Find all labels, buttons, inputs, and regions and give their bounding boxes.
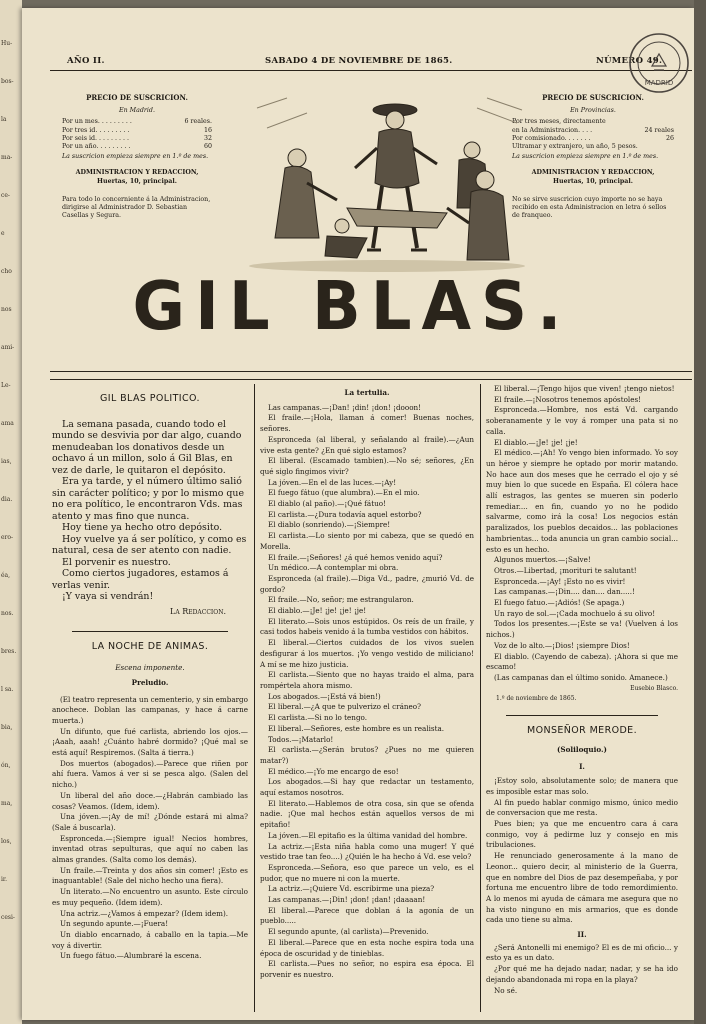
dialogue-line: El liberal.—Parece que en esta noche espira toda una época de oscuridad y de tinieblas. xyxy=(260,937,474,958)
dialogue-line: (El teatro representa un cementerio, y sin embargo anochece. Doblan las campanas, y hace á carne muerta.) xyxy=(52,694,248,725)
strip-fragment: ón, xyxy=(1,762,11,769)
dialogue-line: Un rayo de sol.—¡Cada mochuelo á su olivo! xyxy=(494,608,656,618)
newspaper-page xyxy=(22,8,694,1020)
rate-label: Por un mes. . . . . . . . . xyxy=(62,118,132,126)
right-subscription-box xyxy=(512,94,674,220)
strip-fragment: cho xyxy=(1,268,12,275)
dialogue-line: Espronceda.—Hombre, nos está Vd. cargando soberanamente y le voy á romper una pata si no calla. xyxy=(486,405,678,436)
right-rates-list xyxy=(512,118,674,143)
dialogue-line: Un difunto, que fué carlista, abriendo los ojos.—¡Aaah, aaah! ¿Cuánto habré dormido? ¡Qué mal se está aquí! Respiremos. (Salta á tierra.) xyxy=(52,726,248,758)
dialogue-line: El carlista.—Si no lo tengo. xyxy=(268,713,368,723)
tertulia-dialogue xyxy=(260,403,474,981)
dialogue-line: Una actriz.—¿Vamos á empezar? (Idem idem). xyxy=(60,908,229,918)
dialogue-line: El carlista.—¿Serán brutos? ¿Pues no me quieren matar?) xyxy=(260,745,474,765)
rate-row xyxy=(62,143,212,151)
redaction-signature: La Redaccion. xyxy=(170,606,226,616)
issue-number: NÚMERO 49. xyxy=(596,56,663,66)
library-stamp xyxy=(628,32,690,94)
strip-fragment: ma- xyxy=(1,154,13,161)
dialogue-line: Una jóven.—¡Ay de mí! ¿Dónde estará mi alma? (Sale á buscarla). xyxy=(52,812,248,832)
dialogue-line: El fraile.—No, señor; me estrangularon. xyxy=(268,595,414,605)
year-label: AÑO II. xyxy=(67,56,105,66)
strip-fragment: ami- xyxy=(1,344,15,351)
dialogue-line: El literato.—Hablemos de otra cosa, sin que se ofenda nadie. ¡Que mal hechos están aquellos versos de mi epitafio! xyxy=(260,798,474,830)
strip-fragment: dia. xyxy=(1,496,13,503)
dialogue-line: El fraile.—¡Hola, llaman á comer! Buenas noches, señores. xyxy=(260,413,474,434)
rate-label: Por comisionado. . . . . . . xyxy=(512,134,591,142)
dialogue-line: El literato.—Sois unos estúpidos. Os reís de un fraile, y casi todos habeis venido á la tumba vestidos con hábitos. xyxy=(260,616,474,637)
left-subscription-box xyxy=(62,94,212,220)
strip-fragment: l sa. xyxy=(1,686,14,693)
right-sub-note: La suscricion empieza siempre en 1.º de mes. xyxy=(512,153,659,161)
right-address: Huertas, 10, principal. xyxy=(553,177,633,185)
dialogue-line: El fuego fátuo (que alumbra).—En el mio. xyxy=(268,488,420,498)
strip-fragment: éa, xyxy=(1,572,11,579)
section-i: I. xyxy=(579,761,585,771)
rate-label: en la Administracion. . . . xyxy=(512,126,593,134)
dialogue-line: Los abogados.—¡Está vá bien!) xyxy=(268,691,381,701)
dialogue-line: Espronceda (al liberal, y señalando al fraile).—¿Aun vive esta gente? ¿En qué siglo estamos? xyxy=(260,434,474,455)
dialogue-line: El carlista.—Siento que no hayas traido el alma, para rompértela ahora mismo. xyxy=(260,670,474,690)
date-label: SABADO 4 DE NOVIEMBRE DE 1865. xyxy=(265,56,453,66)
scene-subtitle: Escena imponente. xyxy=(115,663,185,673)
dialogue-line: El diablo.—¡Je! ¡je! ¡je! ¡je! xyxy=(268,606,367,616)
dialogue-line: He renunciado generosamente á la mano de Leonor... quiero decir, al ministerio de la Guerra, que en nombre del Dios de paz desempeñaba, y por fortuna me encuentro libre de todo remordimiento. A lo menos mi ayuda de cámara me asegura que no ha visto ninguno en mis armarios, que es donde cada uno tiene su alma. xyxy=(486,851,678,925)
paragraph: Hoy tiene ya hecho otro depósito. xyxy=(62,522,223,534)
dialogue-line: La actriz.—¡Esta niña habla como una muger! Y qué vestido trae tan feo....) ¿Quién le ha hecho á Vd. ese velo? xyxy=(260,841,474,862)
rate-row xyxy=(62,127,212,135)
dialogue-line: El carlista.—Lo siento por mi cabeza, que se quedó en Morella. xyxy=(260,531,474,551)
dialogue-line: El segundo apunte, (al carlista)—Prevenido. xyxy=(268,927,429,937)
eusebio-signature: Eusebio Blasco. xyxy=(630,684,678,692)
dialogue-line: La actriz.—¡Quiere Vd. escribirme una pieza? xyxy=(268,884,435,894)
strip-fragment: la xyxy=(1,116,7,123)
dialogue-line: El liberal.—¡Tengo hijos que viven! ¡tengo nietos! xyxy=(494,384,675,393)
strip-fragment: ias, xyxy=(1,458,12,465)
tertulia-title: La tertulia. xyxy=(344,388,390,397)
date-note: 1.º de noviembre de 1865. xyxy=(496,695,577,703)
rate-row xyxy=(62,118,212,126)
dialogue-line: El médico.—¡Ah! Yo vengo bien informado. Yo soy un héroe y siempre he optado por morir matando. No hace aun dos meses que he cerrado el ojo y sé muy bien lo que sucede en España. El cólera hace allí estragos, las gentes se mueren sin poderlo remediar.... en fin, cuando yo no he podido salvarme, como irá la cosa! Los negocios están paralizados, los pueblos decaidos... las poblaciones hambrientas... toda anuncia un gran cambio social... esto es un hecho. xyxy=(486,448,678,554)
column-separator-2 xyxy=(480,384,481,1012)
dialogue-line: Las campanas.—¡Dan! ¡din! ¡don! ¡dooon! xyxy=(268,402,422,412)
dialogue-line: El diablo (sonriendo).—¡Siempre! xyxy=(268,520,391,530)
dialogue-line: El carlista.—¿Dura todavía aquel estorbo? xyxy=(268,509,422,519)
dialogue-line: ¿Por qué me ha dejado nadar, nadar, y se ha ido dejando abandonada mi ropa en la playa? xyxy=(486,964,678,984)
strip-fragment: ero- xyxy=(1,534,14,541)
strip-fragment: ce- xyxy=(1,192,10,199)
dialogue-line: Espronceda.—Señora, eso que parece un velo, es el pudor, que no muere ni con la muerte. xyxy=(260,862,474,883)
paragraph: La semana pasada, cuando todo el mundo se desvivia por dar algo, cuando menudeaban los donativos desde un ochavo á un millon, solo á Gil Blas, en vez de darle, le quitaron el depósito. xyxy=(52,418,242,476)
rate-label: Por un año. . . . . . . . . xyxy=(62,143,131,151)
prelude-heading: Preludio. xyxy=(131,677,169,687)
left-sub-place: En Madrid. xyxy=(119,107,155,115)
dialogue-line: La jóven.—En el de las luces.—¡Ay! xyxy=(268,477,397,487)
dialogue-line: La jóven.—El epitafio es la última vanidad del hombre. xyxy=(268,830,468,840)
dialogue-line: Espronceda (al fraile).—Diga Vd., padre, ¿murió Vd. de gordo? xyxy=(260,573,474,594)
dialogue-line: Un liberal del año doce.—¿Habrán cambiado las cosas? Veamos. (Idem, idem). xyxy=(52,790,248,811)
strip-fragment: bia, xyxy=(1,724,13,731)
background-edge xyxy=(694,0,706,1024)
merode-part-1 xyxy=(486,776,678,926)
adjacent-page-strip xyxy=(0,0,22,1024)
dialogue-line: El diablo. (Cayendo de cabeza). ¡Ahora si que me escamo! xyxy=(486,651,678,672)
col3-divider xyxy=(506,715,658,716)
dialogue-line: El carlista.—Pues no señor, no espira esa época. El porvenir es nuestro. xyxy=(260,959,474,979)
paragraph: Como ciertos jugadores, estamos á verlas venir. xyxy=(52,568,229,591)
rate-value: 16 xyxy=(203,126,212,134)
column-3 xyxy=(486,384,678,996)
dialogue-line: Todos.—¡Matarlo! xyxy=(268,734,334,744)
newspaper-title: GIL BLAS. xyxy=(132,268,572,346)
dialogue-line: El liberal. (Escamado tambien).—No sé; señores, ¿En qué siglo fingimos vivir? xyxy=(260,456,474,476)
strip-fragment: nos. xyxy=(1,610,14,617)
right-sub-place: En Provincias. xyxy=(570,107,616,115)
strip-fragment: ama xyxy=(1,420,14,427)
gil-blas-politico-title: GIL BLAS POLITICO. xyxy=(100,393,200,404)
gil-blas-politico-body xyxy=(52,419,248,603)
rate-row xyxy=(512,135,674,143)
dialogue-line: Un fraile.—Treinta y dos años sin comer! ¡Esto es inaguantable! (Sale del nicho hecho una fiera). xyxy=(52,865,248,886)
left-admin: ADMINISTRACION Y REDACCION, xyxy=(75,169,199,177)
soliloquio-subtitle: (Soliloquio.) xyxy=(557,744,607,754)
strip-fragment: e xyxy=(1,230,5,237)
paragraph: Era ya tarde, y el número último salió sin carácter político; y por lo mismo que no era político, le encontraron Vds. mas atento y mas fino que nunca. xyxy=(52,476,245,522)
strip-fragment: bres. xyxy=(1,648,17,655)
right-sub-heading: PRECIO DE SUSCRICION. xyxy=(542,93,644,102)
paragraph: Hoy vuelve ya á ser político, y como es natural, cesa de ser atento con nadie. xyxy=(52,533,247,557)
dialogue-line: Las campanas.—¡Din.... dan.... dan.....! xyxy=(494,587,635,597)
left-sub-heading: PRECIO DE SUSCRICION. xyxy=(86,93,188,102)
dialogue-line: Un fuego fátuo.—Alumbraré la escena. xyxy=(60,951,202,961)
dialogue-line: Un literato.—No encuentro un asunto. Este círculo es muy pequeño. (Idem idem). xyxy=(52,887,248,907)
dialogue-line: El liberal.—¿A que te pulverizo el cráneo? xyxy=(268,702,421,712)
dialogue-line: Al fin puedo hablar conmigo mismo, único medio de conversacion que me resta. xyxy=(486,797,678,818)
dialogue-line: El médico.—¡Yo me encargo de eso! xyxy=(268,766,399,776)
rate-label: Por tres meses, directamente xyxy=(512,118,606,126)
column-separator-1 xyxy=(254,384,255,1012)
rate-value: 32 xyxy=(203,134,212,142)
rate-label: Por seis id. . . . . . . . . xyxy=(62,134,130,142)
dialogue-line: El fraile.—¡Nosotros tenemos apóstoles! xyxy=(494,394,642,404)
strip-fragment: los, xyxy=(1,838,12,845)
dialogue-line: El liberal.—Señores, este hombre es un realista. xyxy=(268,723,445,733)
dialogue-line: El fuego fatuo.—¡Adiós! (Se apaga.) xyxy=(494,598,625,608)
rate-label: Por tres id. . . . . . . . . xyxy=(62,126,130,134)
dialogue-continuation xyxy=(486,384,678,684)
merode-part-2 xyxy=(486,943,678,997)
dialogue-line: Un segundo apunte.—¡Fuera! xyxy=(60,919,169,929)
stamp-text: MADRID xyxy=(644,79,674,87)
dialogue-line: Espronceda.—¡Ay! ¡Esto no es vivir! xyxy=(494,576,626,586)
right-footer: No se sirve suscricion cuyo importe no se haya recibido en esta Administracion en letra ó sellos de franqueo. xyxy=(512,195,667,220)
strip-fragment: ma, xyxy=(1,800,13,807)
rate-row xyxy=(512,118,674,126)
paragraph: El porvenir es nuestro. xyxy=(62,556,171,568)
rate-value: 24 reales xyxy=(644,126,674,134)
dialogue-line: Las campanas.—¡Din! ¡don! ¡dan! ¡daaaan! xyxy=(268,895,426,905)
noche-animas-dialogue xyxy=(52,695,248,963)
dialogue-line: ¡Estoy solo, absolutamente solo; de manera que es imposible estar mas solo. xyxy=(486,776,678,796)
merode-title: MONSEÑOR MERODE. xyxy=(526,725,638,737)
dialogue-line: Un médico.—A contemplar mi obra. xyxy=(268,563,399,573)
dialogue-line: Algunos muertos.—¡Salve! xyxy=(494,555,591,565)
dialogue-line: Los abogados.—Si hay que redactar un testamento, aquí estamos nosotros. xyxy=(260,777,474,798)
strip-fragment: nos xyxy=(1,306,12,313)
dialogue-line: El diablo (al paño).—¡Qué fátuo! xyxy=(268,499,386,509)
dialogue-line: Voz de lo alto.—¡Dios! ¡siempre Dios! xyxy=(494,640,630,650)
dialogue-line: Todos los presentes.—¡Este se va! (Vuelven á los nichos.) xyxy=(486,619,678,640)
left-rates-list xyxy=(62,118,212,151)
rate-row xyxy=(512,127,674,135)
dialogue-line: El liberal.—Parece que doblan á la agonía de un pueblo..... xyxy=(260,905,474,926)
strip-fragment: Le- xyxy=(1,382,11,389)
title-rule-2 xyxy=(50,379,692,380)
left-sub-note: La suscricion empieza siempre en 1.º de mes. xyxy=(62,153,209,161)
strip-fragment: Hu- xyxy=(1,40,13,47)
dialogue-line: ¿Será Antonelli mi enemigo? El es de mi oficio... y esto ya es un dato. xyxy=(486,942,678,963)
paragraph: ¡Y vaya si vendrán! xyxy=(62,591,154,603)
dialogue-line: Espronceda.—¡Siempre igual! Necios hombres, inventad otras sepulturas, que aquí no caben las almas grandes. (Salta como los demás). xyxy=(52,833,248,865)
dialogue-line: Dos muertos (abogados).—Parece que riñen por ahí fuera. Vamos á ver si se pesca algo. (Salen del nicho.) xyxy=(52,758,248,790)
col1-divider xyxy=(72,631,228,632)
strip-fragment: cesi- xyxy=(1,914,15,921)
dialogue-line: (Las campanas dan el último sonido. Amanece.) xyxy=(494,672,668,682)
strip-fragment: bos- xyxy=(1,78,14,85)
dialogue-line: El fraile.—¡Señores! ¿á qué hemos venido aquí? xyxy=(268,552,443,562)
dialogue-line: Un diablo encarnado, á caballo en la tapia.—Me voy á divertir. xyxy=(52,929,248,950)
dialogue-line: No sé. xyxy=(494,985,518,995)
rate-row xyxy=(62,135,212,143)
dialogue-line: Otros.—Libertad, ¡morituri te salutant! xyxy=(494,565,637,575)
left-footer: Para todo lo concerniente á la Administracion, dirigirse al Administrador D. Sebastian Casellas y Segura. xyxy=(62,195,211,220)
title-rule-1 xyxy=(50,371,692,372)
rate-value: 6 reales. xyxy=(184,118,212,126)
right-overseas: Ultramar y extranjero, un año, 5 pesos. xyxy=(512,143,638,151)
dialogue-line: El liberal.—Ciertos cuidados de los vivos suelen desfigurar á los muertos. ¡Yo vengo vestido de miliciano! A mí se me hizo justicia. xyxy=(260,638,474,669)
section-ii: II. xyxy=(577,930,587,940)
noche-animas-title: LA NOCHE DE ANIMAS. xyxy=(91,641,209,653)
right-admin: ADMINISTRACION Y REDACCION, xyxy=(531,169,655,177)
rate-value: 60 xyxy=(203,143,212,151)
masthead-rule xyxy=(50,70,692,71)
column-1 xyxy=(52,388,248,962)
masthead-engraving xyxy=(247,88,527,273)
strip-fragment: ir. xyxy=(1,876,8,883)
dialogue-line: Pues bien; ya que me encuentro cara á cara conmigo, voy á pedirme luz y consejo en mis tribulaciones. xyxy=(486,819,678,850)
column-2 xyxy=(260,388,474,981)
rate-value: 26 xyxy=(665,134,674,142)
dialogue-line: El diablo.—¡Je! ¡je! ¡je! xyxy=(494,437,578,447)
left-address: Huertas, 10, principal. xyxy=(97,177,177,185)
